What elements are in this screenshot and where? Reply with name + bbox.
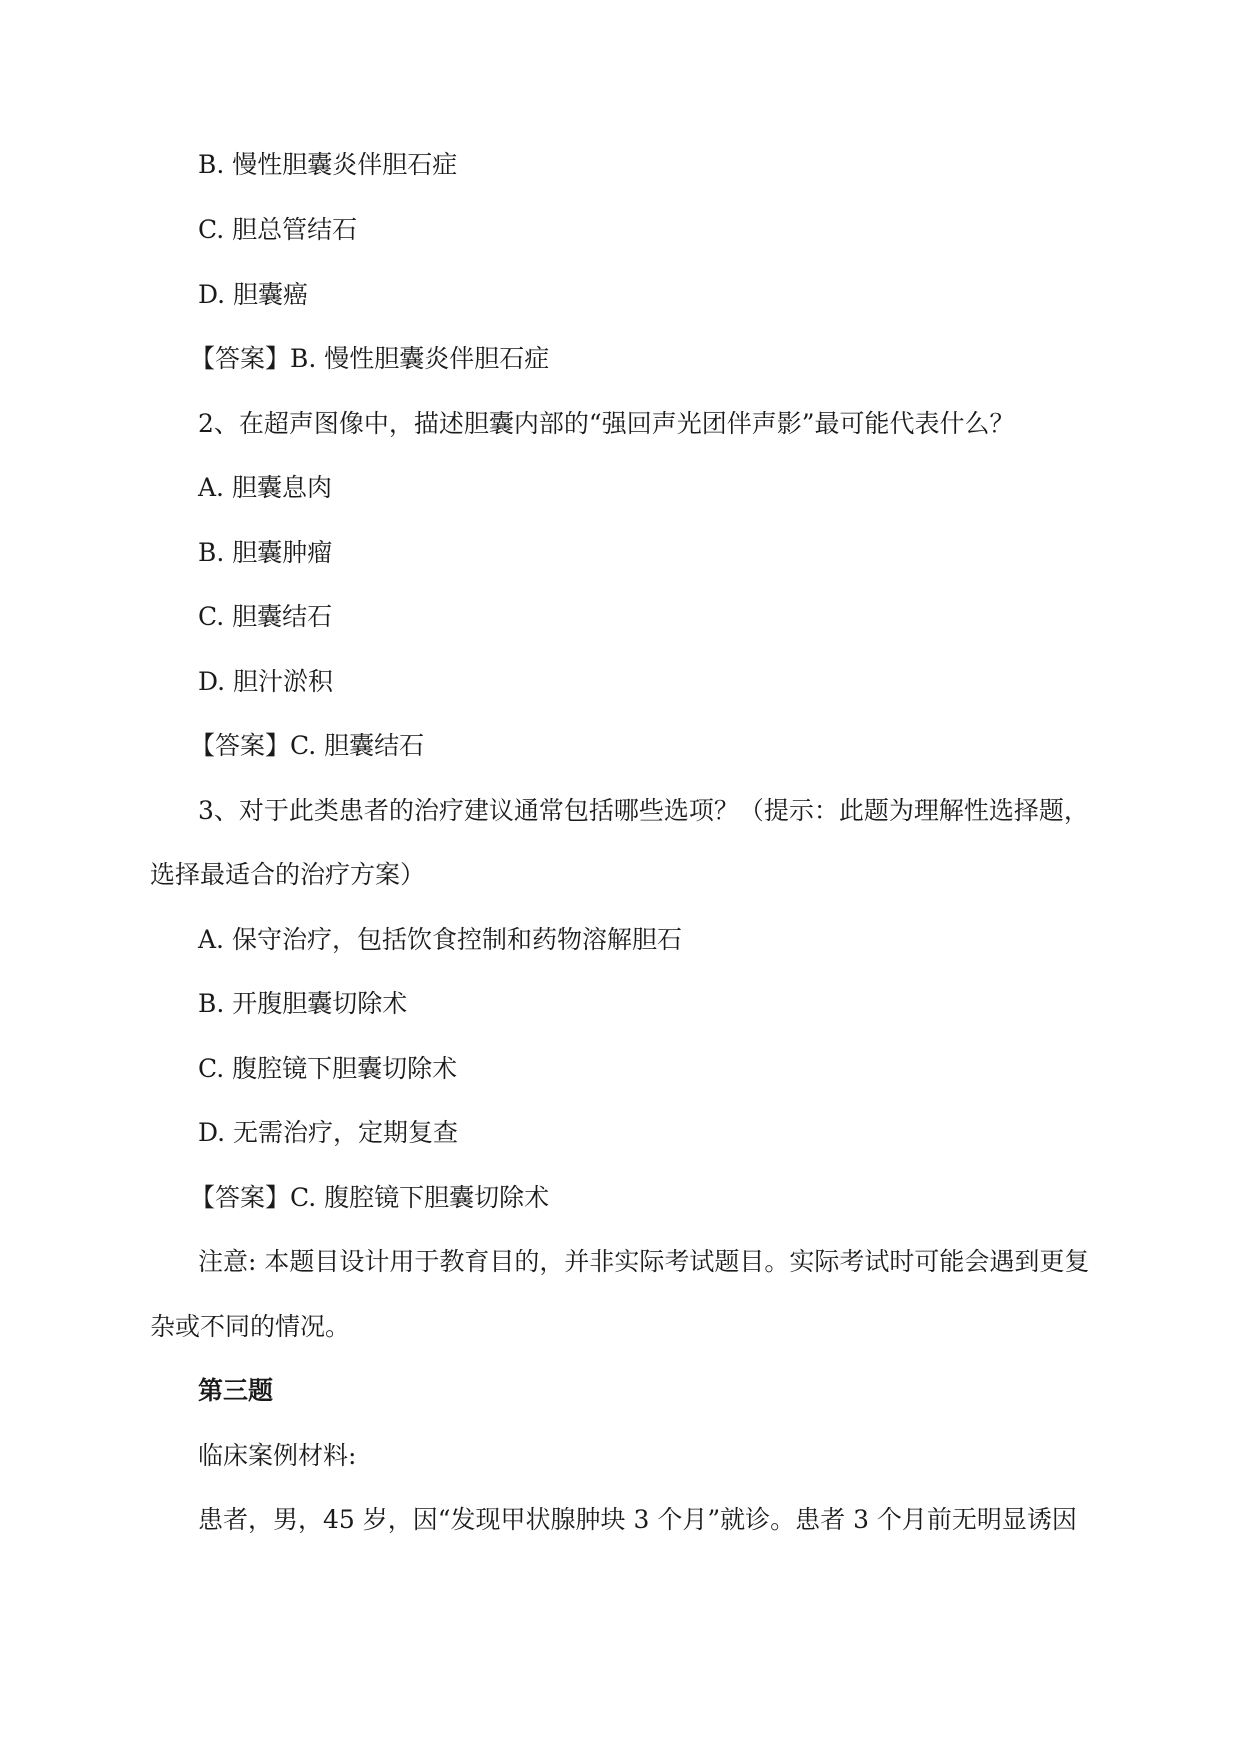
q2-answer: 【答案】C. 胆囊结石 bbox=[190, 731, 425, 760]
q1-option-b: B. 慢性胆囊炎伴胆石症 bbox=[198, 150, 458, 179]
q2-question: 2、在超声图像中，描述胆囊内部的“强回声光团伴声影”最可能代表什么？ bbox=[198, 409, 1015, 438]
q1-option-c: C. 胆总管结石 bbox=[198, 215, 358, 244]
case-description-line1: 患者，男，45 岁，因“发现甲状腺肿块 3 个月”就诊。患者 3 个月前无明显诱因 bbox=[198, 1505, 1077, 1534]
q2-option-a: A. 胆囊息肉 bbox=[198, 473, 332, 502]
q3-question-line2: 选择最适合的治疗方案） bbox=[150, 860, 426, 889]
q3-option-c: C. 腹腔镜下胆囊切除术 bbox=[198, 1054, 458, 1083]
section-heading: 第三题 bbox=[198, 1376, 274, 1405]
q2-option-b: B. 胆囊肿瘤 bbox=[198, 538, 333, 567]
q2-option-d: D. 胆汁淤积 bbox=[198, 667, 334, 696]
q3-option-b: B. 开腹胆囊切除术 bbox=[198, 989, 408, 1018]
note-line2: 杂或不同的情况。 bbox=[150, 1312, 351, 1341]
q3-option-a: A. 保守治疗，包括饮食控制和药物溶解胆石 bbox=[198, 925, 682, 954]
note-line1: 注意: 本题目设计用于教育目的，并非实际考试题目。实际考试时可能会遇到更复 bbox=[198, 1247, 1090, 1276]
q3-option-d: D. 无需治疗，定期复查 bbox=[198, 1118, 459, 1147]
q1-answer: 【答案】B. 慢性胆囊炎伴胆石症 bbox=[190, 344, 550, 373]
q1-option-d: D. 胆囊癌 bbox=[198, 280, 309, 309]
case-material-label: 临床案例材料: bbox=[198, 1441, 357, 1470]
q2-option-c: C. 胆囊结石 bbox=[198, 602, 333, 631]
q3-question-line1: 3、对于此类患者的治疗建议通常包括哪些选项？（提示：此题为理解性选择题， bbox=[198, 796, 1089, 825]
q3-answer: 【答案】C. 腹腔镜下胆囊切除术 bbox=[190, 1183, 550, 1212]
